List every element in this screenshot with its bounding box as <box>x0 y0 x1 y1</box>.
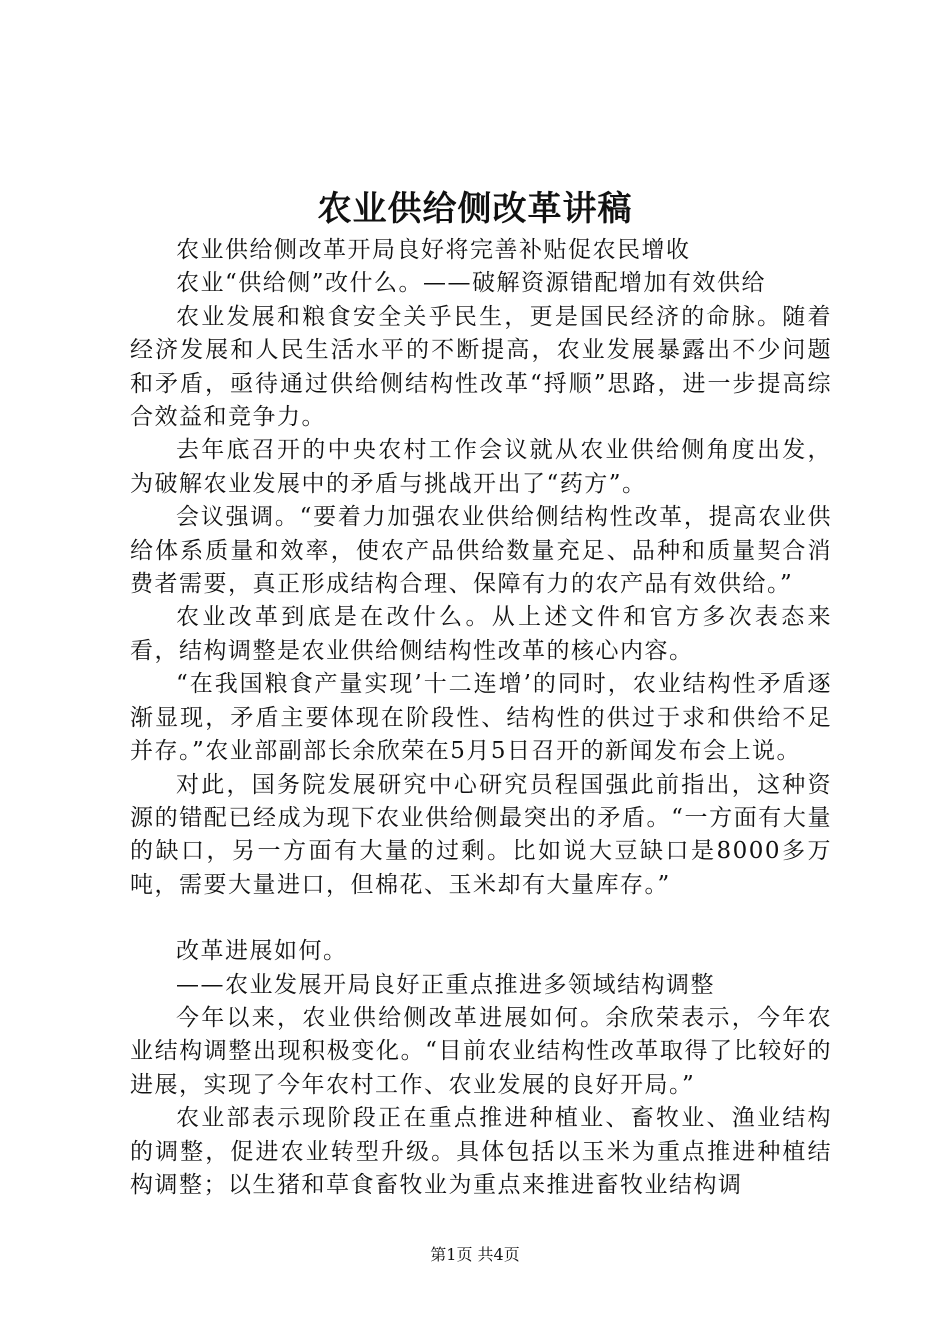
paragraph: 会议强调。“要着力加强农业供给侧结构性改革，提高农业供给体系质量和效率，使农产品供给数量充足、品种和质量契合消费者需要，真正形成结构合理、保障有力的农产品有效供给。” <box>130 504 832 598</box>
paragraph: 农业改革到底是在改什么。从上述文件和官方多次表态来看，结构调整是农业供给侧结构性改革的核心内容。 <box>130 604 832 664</box>
document-title: 农业供给侧改革讲稿 <box>317 189 633 229</box>
paragraph-subtitle-2: 农业“供给侧”改什么。——破解资源错配增加有效供给 <box>176 270 767 297</box>
paragraph: 去年底召开的中央农村工作会议就从农业供给侧角度出发，为破解农业发展中的矛盾与挑战开出了“药方”。 <box>130 437 832 497</box>
section-subheading: ——农业发展开局良好正重点推进多领域结构调整 <box>176 971 715 998</box>
paragraph: 农业发展和粮食安全关乎民生，更是国民经济的命脉。随着经济发展和人民生活水平的不断提高，农业发展暴露出不少问题和矛盾，亟待通过供给侧结构性改革“捋顺”思路，进一步提高综合效益和竞争力。 <box>130 303 832 431</box>
document-body <box>130 234 832 1202</box>
paragraph: “在我国粮食产量实现’十二连增’的同时，农业结构性矛盾逐渐显现，矛盾主要体现在阶段性、结构性的供过于求和供给不足并存。”农业部副部长余欣荣在5月5日召开的新闻发布会上说。 <box>130 671 832 765</box>
section-heading: 改革进展如何。 <box>176 938 348 965</box>
paragraph: 农业部表示现阶段正在重点推进种植业、畜牧业、渔业结构的调整，促进农业转型升级。具体包括以玉米为重点推进种植结构调整；以生猪和草食畜牧业为重点来推进畜牧业结构调 <box>130 1105 832 1198</box>
paragraph-subtitle-1: 农业供给侧改革开局良好将完善补贴促农民增收 <box>176 237 691 263</box>
paragraph: 今年以来，农业供给侧改革进展如何。余欣荣表示，今年农业结构调整出现积极变化。“目前农业结构性改革取得了比较好的进展，实现了今年农村工作、农业发展的良好开局。” <box>130 1004 832 1098</box>
paragraph: 对此，国务院发展研究中心研究员程国强此前指出，这种资源的错配已经成为现下农业供给侧最突出的矛盾。“一方面有大量的缺口，另一方面有大量的过剩。比如说大豆缺口是8000多万吨，需要大量进口，但棉花、玉米却有大量库存。” <box>130 771 832 898</box>
page-number-footer: 第1页 共4页 <box>430 1245 520 1264</box>
